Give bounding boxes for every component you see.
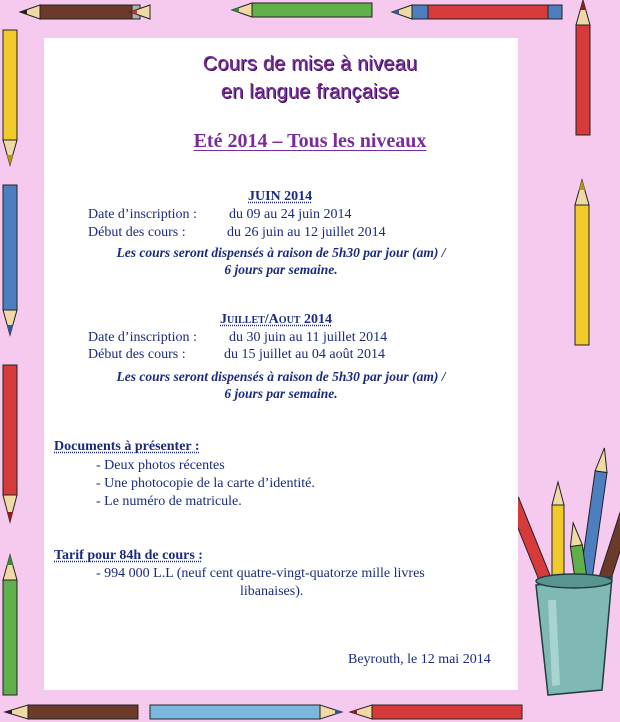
colored-pencil-icon bbox=[575, 180, 589, 345]
signature-date: Beyrouth, le 12 mai 2014 bbox=[348, 652, 491, 667]
june-heading: JUIN 2014 bbox=[248, 189, 313, 204]
documents-item: - Deux photos récentes bbox=[96, 458, 225, 473]
colored-pencil-icon bbox=[5, 705, 138, 719]
colored-pencil-icon bbox=[3, 185, 17, 335]
documents-item: - Une photocopie de la carte d’identité. bbox=[96, 476, 315, 491]
colored-pencil-icon bbox=[232, 3, 372, 17]
june-start-label: Début des cours : bbox=[88, 225, 186, 240]
july-start-value: du 15 juillet au 04 août 2014 bbox=[224, 347, 385, 362]
documents-heading: Documents à présenter : bbox=[54, 439, 200, 454]
colored-pencil-icon bbox=[150, 705, 342, 719]
title-line-1: Cours de mise à niveau bbox=[202, 53, 418, 75]
colored-pencil-icon bbox=[3, 555, 17, 695]
july-inscription-label: Date d’inscription : bbox=[88, 330, 197, 345]
june-start bbox=[88, 225, 386, 241]
july-note-line2: 6 jours par semaine. bbox=[224, 386, 338, 401]
june-note-line2: 6 jours par semaine. bbox=[224, 262, 338, 277]
title-line-2: en langue française bbox=[220, 81, 400, 103]
july-note bbox=[44, 368, 518, 402]
june-note-line1: Les cours seront dispensés à raison de 5h30 par jour (am) / bbox=[116, 245, 446, 260]
june-inscription-value: du 09 au 24 juin 2014 bbox=[229, 207, 352, 222]
june-inscription-label: Date d’inscription : bbox=[88, 207, 197, 222]
documents-item: - Le numéro de matricule. bbox=[96, 494, 242, 509]
july-inscription bbox=[88, 330, 387, 346]
colored-pencil-icon bbox=[350, 705, 522, 719]
june-note bbox=[44, 244, 518, 278]
tarif-line-1: - 994 000 L.L (neuf cent quatre-vingt-quatorze mille livres bbox=[96, 566, 425, 581]
july-start-label: Début des cours : bbox=[88, 347, 186, 362]
tarif-heading: Tarif pour 84h de cours : bbox=[54, 548, 203, 563]
colored-pencil-icon bbox=[3, 365, 17, 522]
colored-pencil-icon bbox=[20, 5, 140, 19]
june-inscription bbox=[88, 207, 352, 223]
subtitle: Eté 2014 – Tous les niveaux bbox=[193, 130, 427, 152]
july-start bbox=[88, 347, 385, 363]
tarif-line-2: libanaises). bbox=[240, 584, 304, 599]
july-note-line1: Les cours seront dispensés à raison de 5h30 par jour (am) / bbox=[116, 369, 446, 384]
july-heading: Juillet/Aout 2014 bbox=[220, 312, 332, 327]
june-start-value: du 26 juin au 12 juillet 2014 bbox=[227, 225, 386, 240]
july-inscription-value: du 30 juin au 11 juillet 2014 bbox=[229, 330, 388, 345]
